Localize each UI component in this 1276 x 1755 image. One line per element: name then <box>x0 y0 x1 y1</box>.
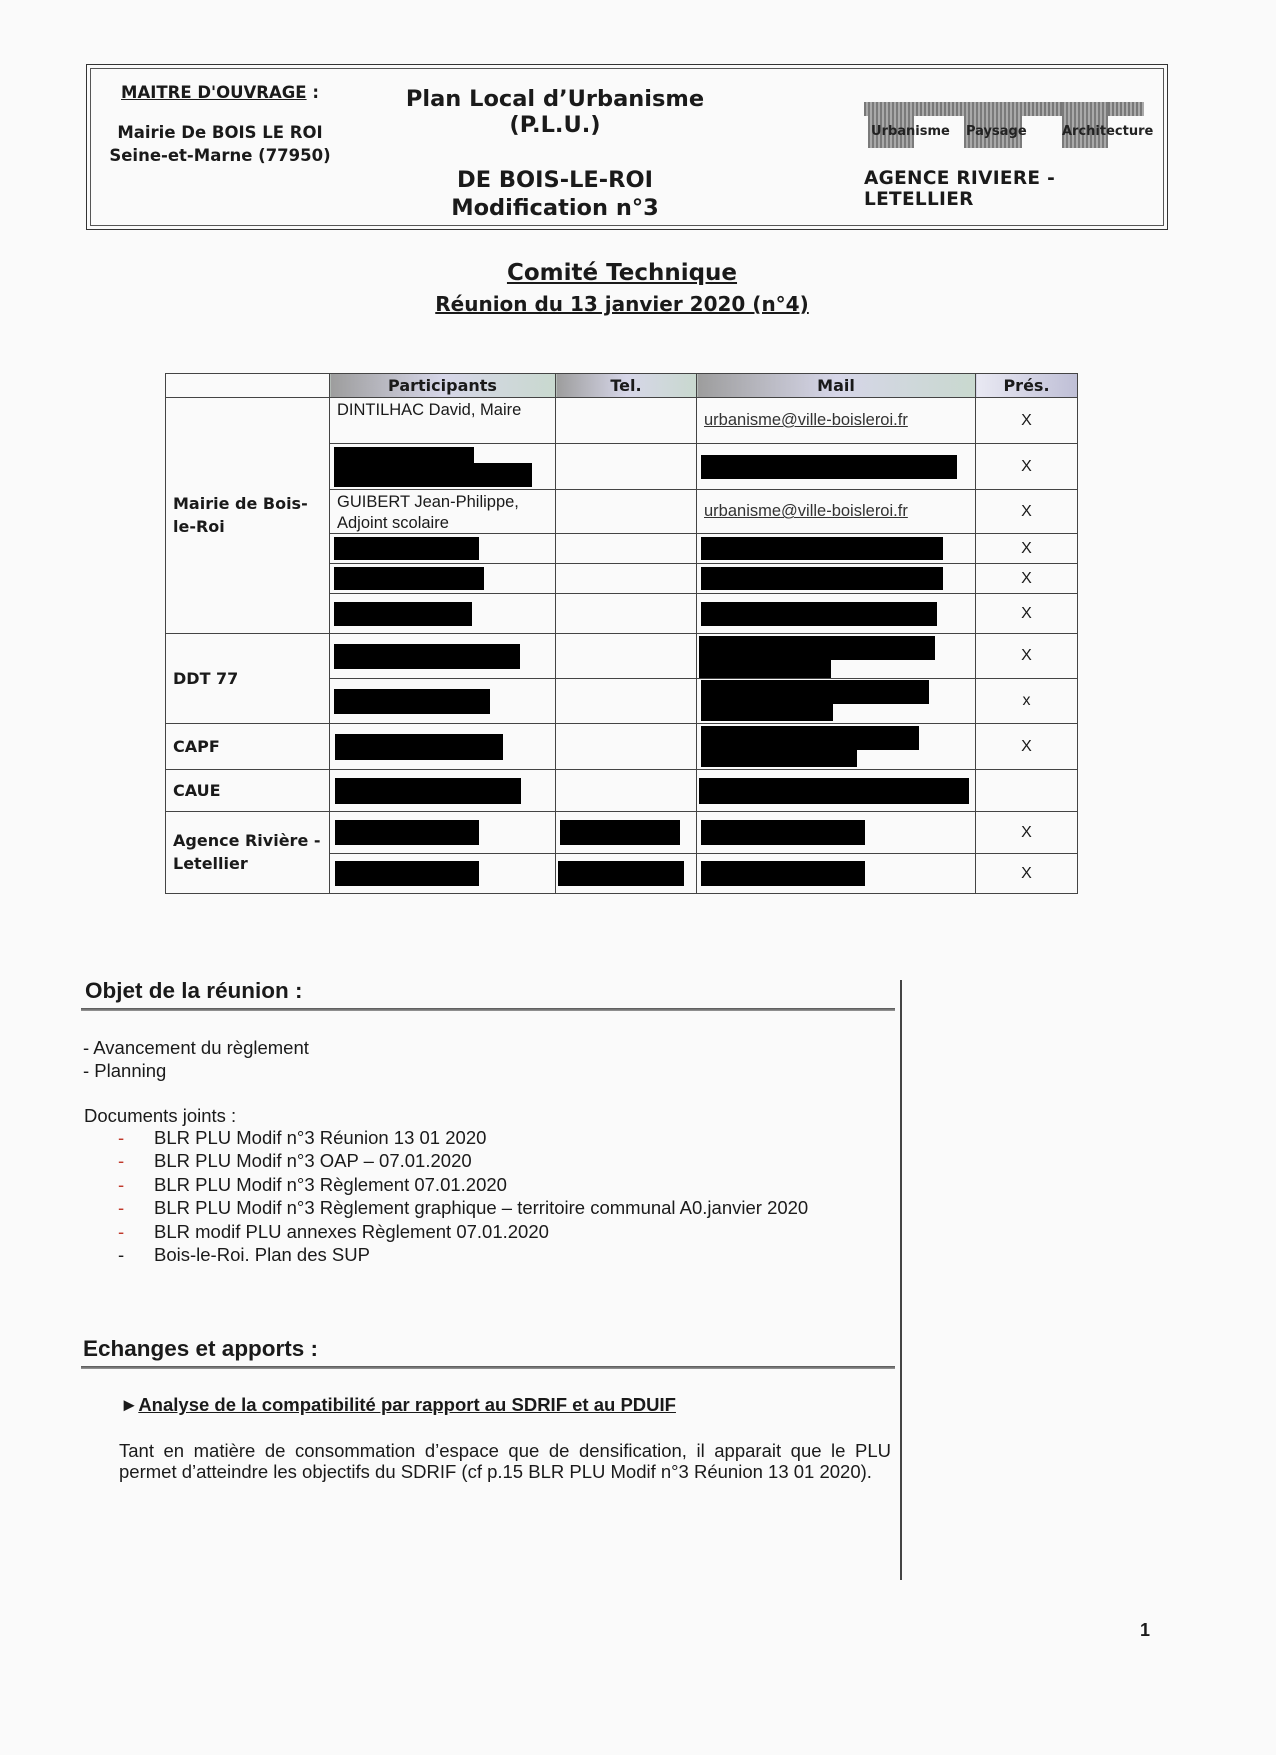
table-row <box>166 770 1078 812</box>
participant-name: DINTILHAC David, Maire <box>330 398 556 444</box>
redacted-name <box>330 594 556 634</box>
bullet-dash: - <box>118 1197 125 1219</box>
presence-mark: X <box>976 634 1078 679</box>
presence-mark: X <box>976 398 1078 444</box>
owner-colon: : <box>312 83 319 102</box>
header-participants: Participants <box>330 374 556 398</box>
bullet-dash: - <box>118 1244 125 1266</box>
redacted-mail <box>697 564 976 594</box>
list-item <box>118 1220 808 1243</box>
project-owner <box>100 82 340 167</box>
presence-mark: X <box>976 594 1078 634</box>
table-header-row <box>166 374 1078 398</box>
tel-cell <box>556 398 697 444</box>
redacted-mail <box>697 534 976 564</box>
list-item: - Avancement du règlement <box>83 1037 309 1058</box>
participant-mail[interactable]: urbanisme@ville-boisleroi.fr <box>697 398 976 444</box>
presence-mark: X <box>976 854 1078 894</box>
tel-cell <box>556 679 697 724</box>
meeting-date: Réunion du 13 janvier 2020 (n°4) <box>435 292 809 316</box>
presence-mark: X <box>976 444 1078 490</box>
plan-title: Plan Local d’Urbanisme (P.L.U.) <box>405 86 705 138</box>
redacted-mail <box>697 854 976 894</box>
presence-mark: X <box>976 724 1078 770</box>
owner-line1: Mairie De BOIS LE ROI <box>117 123 323 143</box>
list-item <box>118 1173 808 1196</box>
analysis-paragraph: Tant en matière de consommation d’espace que de densification, il apparait que le PLU permet d’atteindre les objectifs du SDRIF (cf p.15 BLR PLU Modif n°3 Réunion 13 01 2020). <box>119 1440 891 1483</box>
tel-cell <box>556 534 697 564</box>
document-name: BLR PLU Modif n°3 Règlement graphique – territoire communal A0.janvier 2020 <box>154 1197 809 1219</box>
plan-title-block <box>360 86 750 222</box>
analysis-subheading <box>120 1394 676 1416</box>
table-row <box>166 634 1078 679</box>
bullet-dash: - <box>118 1173 125 1195</box>
document-name: BLR PLU Modif n°3 OAP – 07.01.2020 <box>154 1150 472 1172</box>
redacted-mail <box>697 634 976 679</box>
logo-word-paysage: Paysage <box>966 124 1027 139</box>
document-name: BLR PLU Modif n°3 Règlement 07.01.2020 <box>154 1173 507 1195</box>
redacted-name <box>330 444 556 490</box>
plan-modification: Modification n°3 <box>451 195 659 222</box>
subheading-text: Analyse de la compatibilité par rapport au SDRIF et au PDUIF <box>138 1394 676 1415</box>
presence-mark <box>976 770 1078 812</box>
page-number: 1 <box>1140 1620 1151 1640</box>
table-row <box>166 812 1078 854</box>
redacted-name <box>330 770 556 812</box>
documents-list <box>118 1126 808 1267</box>
agency-name: AGENCE RIVIERE - LETELLIER <box>864 168 1056 210</box>
tel-cell <box>556 490 697 534</box>
bullet-dash: - <box>118 1220 125 1242</box>
redacted-mail <box>697 679 976 724</box>
tel-cell <box>556 444 697 490</box>
header-org-cell <box>166 374 330 398</box>
table-row <box>166 724 1078 770</box>
header-presence: Prés. <box>976 374 1078 398</box>
redacted-name <box>330 534 556 564</box>
logo-word-architecture: Architecture <box>1062 124 1154 139</box>
org-capf: CAPF <box>166 724 330 770</box>
presence-mark: X <box>976 812 1078 854</box>
presence-mark: x <box>976 679 1078 724</box>
bullet-dash: - <box>118 1127 125 1148</box>
section-divider <box>81 1366 895 1369</box>
document-name: Bois-le-Roi. Plan des SUP <box>154 1244 370 1266</box>
redacted-name <box>330 564 556 594</box>
table-row <box>166 398 1078 444</box>
logo-word-urbanisme: Urbanisme <box>871 124 950 139</box>
redacted-name <box>330 634 556 679</box>
header-tel: Tel. <box>556 374 697 398</box>
plan-town: DE BOIS-LE-ROI <box>457 167 653 193</box>
participants-table <box>165 373 1078 894</box>
org-ddt77: DDT 77 <box>166 634 330 724</box>
participant-name: GUIBERT Jean-Philippe, Adjoint scolaire <box>330 490 556 534</box>
right-margin-line <box>900 980 902 1580</box>
org-caue: CAUE <box>166 770 330 812</box>
redacted-name <box>330 854 556 894</box>
redacted-mail <box>697 444 976 490</box>
owner-label: MAITRE D'OUVRAGE <box>121 83 307 102</box>
tel-cell <box>556 724 697 770</box>
tel-cell <box>556 564 697 594</box>
redacted-name <box>330 724 556 770</box>
echanges-heading: Echanges et apports : <box>83 1336 319 1361</box>
header-mail: Mail <box>697 374 976 398</box>
redacted-mail <box>697 770 976 812</box>
objet-items <box>83 1036 309 1082</box>
section-divider <box>81 1008 895 1011</box>
list-item <box>118 1243 808 1266</box>
documents-label: Documents joints : <box>84 1105 237 1126</box>
presence-mark: X <box>976 564 1078 594</box>
objet-heading: Objet de la réunion : <box>85 978 303 1003</box>
committee-title: Comité Technique <box>506 260 738 286</box>
triangle-bullet-icon: ► <box>120 1394 139 1415</box>
redacted-mail <box>697 724 976 770</box>
presence-mark: X <box>976 534 1078 564</box>
document-name: BLR modif PLU annexes Règlement 07.01.2020 <box>154 1220 549 1242</box>
redacted-tel <box>556 854 697 894</box>
tel-cell <box>556 634 697 679</box>
redacted-mail <box>697 812 976 854</box>
org-agence: Agence Rivière - Letellier <box>166 812 330 894</box>
owner-line2: Seine-et-Marne (77950) <box>109 145 331 165</box>
bullet-dash: - <box>118 1150 125 1172</box>
redacted-name <box>330 812 556 854</box>
document-name: BLR PLU Modif n°3 Réunion 13 01 2020 <box>154 1127 487 1148</box>
participant-mail[interactable]: urbanisme@ville-boisleroi.fr <box>697 490 976 534</box>
tel-cell <box>556 770 697 812</box>
list-item: - Planning <box>83 1060 167 1082</box>
list-item <box>118 1126 808 1149</box>
list-item <box>118 1196 808 1219</box>
tel-cell <box>556 594 697 634</box>
org-mairie: Mairie de Bois-le-Roi <box>166 398 330 634</box>
list-item <box>118 1149 808 1172</box>
redacted-mail <box>697 594 976 634</box>
redacted-name <box>330 679 556 724</box>
presence-mark: X <box>976 490 1078 534</box>
redacted-tel <box>556 812 697 854</box>
